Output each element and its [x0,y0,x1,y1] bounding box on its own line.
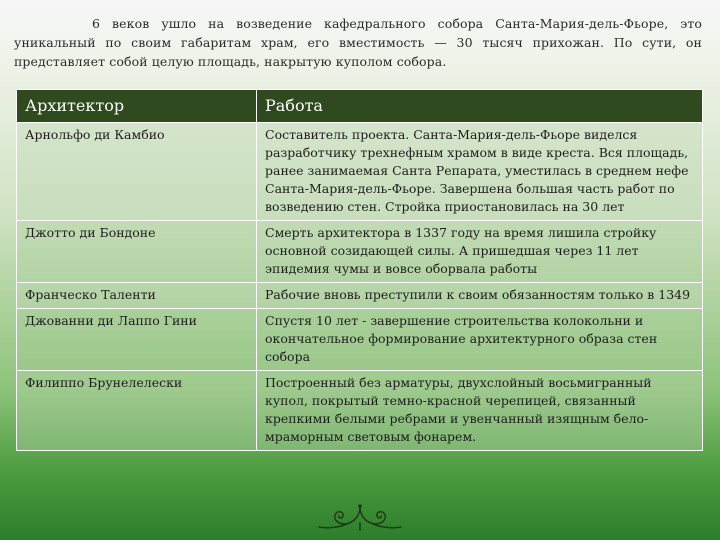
table-row [17,221,703,283]
architect-name: Филиппо Брунелелески [17,371,257,451]
work-description: Смерть архитектора в 1337 году на время лишила стройку основной созидающей силы. А пришедшая через 11 лет эпидемия чумы и вовсе оборвала работы [257,221,703,283]
work-description: Спустя 10 лет - завершение строительства колокольни и окончательное формирование архитектурного образа стен собора [257,309,703,371]
table-row [17,283,703,309]
intro-text: 6 веков ушло на возведение кафедрального собора Санта-Мария-дель-Фьоре, это уникальный по своим габаритам храм, его вместимость — 30 тысяч прихожан. По сути, он представляет собой целую площадь, накрытую куполом собора. [14,16,702,69]
architect-name: Арнольфо ди Камбио [17,123,257,221]
architects-table [16,89,703,451]
table-row [17,371,703,451]
architect-name: Джотто ди Бондоне [17,221,257,283]
architect-name: Франческо Таленти [17,283,257,309]
architect-name: Джованни ди Лаппо Гини [17,309,257,371]
header-architect: Архитектор [17,90,257,123]
work-description: Составитель проекта. Санта-Мария-дель-Фьоре виделся разработчику трехнефным храмом в виде креста. Вся площадь, ранее занимаемая Санта Репарата, уместилась в среднем нефе Санта-Мария-дель-Фьоре. Завершена большая часть работ по возведению стен. Стройка приостановилась на 30 лет [257,123,703,221]
work-description: Построенный без арматуры, двухслойный восьмигранный купол, покрытый темно-красной черепицей, связанный крепкими белыми ребрами и увенчанный изящным бело-мраморным световым фонарем. [257,371,703,451]
work-description: Рабочие вновь преступили к своим обязанностям только в 1349 [257,283,703,309]
table-row [17,123,703,221]
header-work: Работа [257,90,703,123]
intro-paragraph [14,14,702,71]
scroll-ornament-icon [315,503,405,533]
table-row [17,309,703,371]
table-header-row [17,90,703,123]
